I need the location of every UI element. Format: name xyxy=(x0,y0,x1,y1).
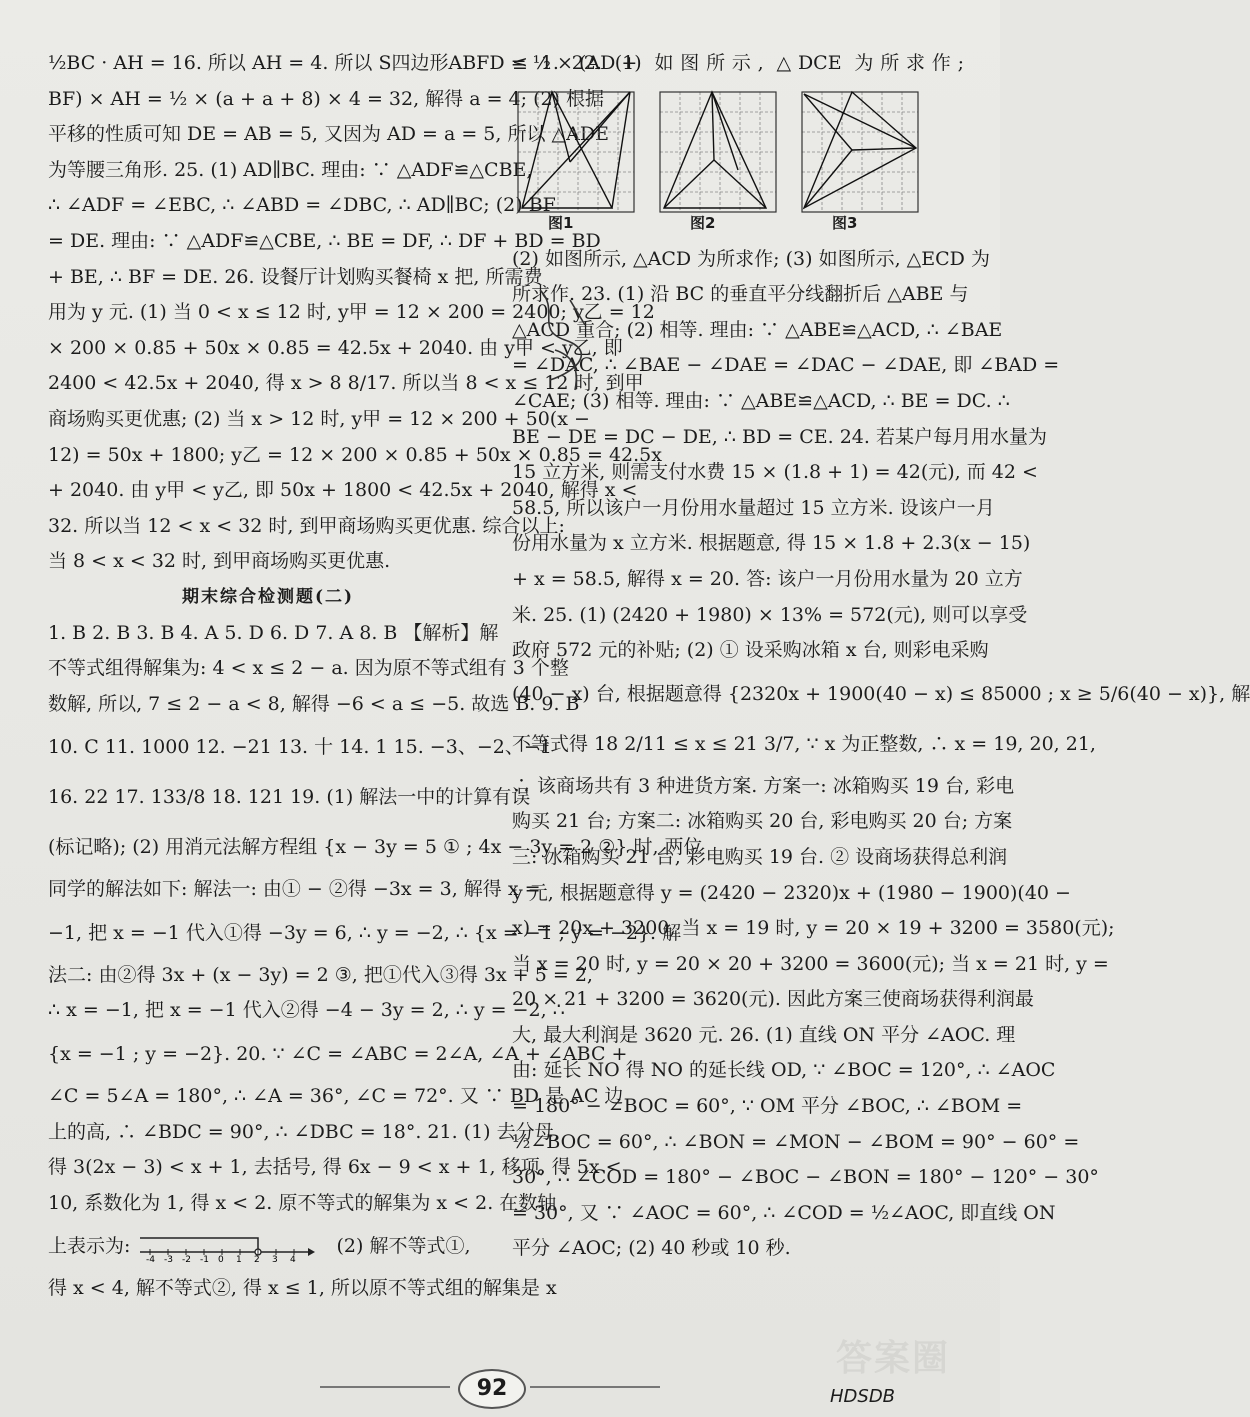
text-line: + x = 58.5, 解得 x = 20. 答: 该户一月份用水量为 20 立方 xyxy=(512,567,1023,590)
text-line: 上的高, ∴ ∠BDC = 90°, ∴ ∠DBC = 18°. 21. (1) 去分母, xyxy=(48,1120,560,1143)
text-line: 58.5, 所以该户一月份用水量超过 15 立方米. 设该户一月 xyxy=(512,496,995,519)
text-line: ½∠BOC = 60°, ∴ ∠BON = ∠MON − ∠BOM = 90° − 60° = xyxy=(512,1130,1080,1153)
text-line: 为等腰三角形. 25. (1) AD∥BC. 理由: ∵ △ADF≌△CBE, xyxy=(48,158,533,181)
text-line: = 30°, 又 ∵ ∠AOC = 60°, ∴ ∠COD = ½∠AOC, 即直线 ON xyxy=(512,1201,1056,1224)
text-line: 政府 572 元的补贴; (2) ① 设采购冰箱 x 台, 则彩电采购 xyxy=(512,639,989,662)
text-line: 商场购买更优惠; (2) 当 x > 12 时, y甲 = 12 × 200 + 50(x − xyxy=(48,407,590,430)
text-line: × 200 × 0.85 + 50x × 0.85 = 42.5x + 2040. 由 y甲 < y乙, 即 xyxy=(48,336,623,359)
figure-label: 图3 xyxy=(832,214,858,232)
text-line: ≤ 1. 22. (1) 如图所示, △DCE 为所求作; xyxy=(512,52,964,74)
numberline-tick-label: 2 xyxy=(254,1255,261,1266)
brand-code: HDSDB xyxy=(830,1386,896,1407)
text-line: 得 x < 4, 解不等式②, 得 x ≤ 1, 所以原不等式组的解集是 x xyxy=(48,1277,557,1300)
text-line: 16. 22 17. 133/8 18. 121 19. (1) 解法一中的计算有误 xyxy=(48,786,531,809)
text-line: 得 3(2x − 3) < x + 1, 去括号, 得 6x − 9 < x + 1, 移项, 得 5x < xyxy=(48,1156,622,1179)
text-line: 15 立方米, 则需支付水费 15 × (1.8 + 1) = 42(元), 而 42 < xyxy=(512,461,1038,484)
text-line: 20 × 21 + 3200 = 3620(元). 因此方案三使商场获得利润最 xyxy=(512,988,1034,1011)
text-line: 当 x = 20 时, y = 20 × 20 + 3200 = 3600(元); 当 x = 21 时, y = xyxy=(512,952,1109,975)
text-line: 平移的性质可知 DE = AB = 5, 又因为 AD = a = 5, 所以 △ADE xyxy=(48,123,609,146)
numberline-tick-label: 3 xyxy=(272,1255,279,1266)
text-line: 2400 < 42.5x + 2040, 得 x > 8 8/17. 所以当 8 < x ≤ 12 时, 到甲 xyxy=(48,372,644,395)
numberline-tick-label: 4 xyxy=(290,1255,297,1266)
footer-rule-right xyxy=(530,1386,660,1388)
text-line: 米. 25. (1) (2420 + 1980) × 13% = 572(元), 则可以享受 xyxy=(512,603,1028,626)
text-line: 30°, ∴ ∠COD = 180° − ∠BOC − ∠BON = 180° − 120° − 30° xyxy=(512,1166,1099,1189)
text-line: 10, 系数化为 1, 得 x < 2. 原不等式的解集为 x < 2. 在数轴 xyxy=(48,1191,557,1214)
footer-rule-left xyxy=(320,1386,450,1388)
text-line: x) = 20x + 3200, 当 x = 19 时, y = 20 × 19 + 3200 = 3580(元); xyxy=(512,917,1115,940)
text-line: ∴ 该商场共有 3 种进货方案. 方案一: 冰箱购买 19 台, 彩电 xyxy=(512,774,1015,797)
text-line: (2) 如图所示, △ACD 为所求作; (3) 如图所示, △ECD 为 xyxy=(512,247,990,270)
figure-row xyxy=(512,88,964,240)
figure-2 xyxy=(654,88,782,238)
text-line: 10. C 11. 1000 12. −21 13. 十 14. 1 15. −3、−2、−1 xyxy=(48,736,552,759)
text-line: 不等式得 18 2/11 ≤ x ≤ 21 3/7, ∵ x 为正整数, ∴ x = 19, 20, 21, xyxy=(512,732,1096,755)
text-line: ½BC · AH = 16. 所以 AH = 4. 所以 S四边形ABFD = ½ × (AD + xyxy=(48,52,638,74)
text-fragment: 上表示为: xyxy=(48,1235,131,1258)
page-number: 92 xyxy=(458,1369,526,1409)
text-line: + BE, ∴ BF = DE. 26. 设餐厅计划购买餐椅 x 把, 所需费 xyxy=(48,265,543,288)
figure-1 xyxy=(512,88,640,238)
text-line: ∠C = 5∠A = 180°, ∴ ∠A = 36°, ∠C = 72°. 又 ∵ BD 是 AC 边 xyxy=(48,1085,624,1108)
grid-figure-1 xyxy=(512,88,640,218)
text-line: 32. 所以当 12 < x < 32 时, 到甲商场购买更优惠. 综合以上: xyxy=(48,514,565,537)
text-line: 1. B 2. B 3. B 4. A 5. D 6. D 7. A 8. B 【解析】解 xyxy=(48,621,499,644)
text-line: 当 8 < x < 32 时, 到甲商场购买更优惠. xyxy=(48,550,391,573)
figure-3 xyxy=(796,88,924,238)
text-fragment: (2) 解不等式①, xyxy=(336,1235,471,1258)
number-line xyxy=(136,1232,316,1266)
grid-figure-3 xyxy=(796,88,924,218)
text-line: 份用水量为 x 立方米. 根据题意, 得 15 × 1.8 + 2.3(x − 15) xyxy=(512,532,1031,555)
numberline-tick-label: 1 xyxy=(236,1255,243,1266)
text-line: 法二: 由②得 3x + (x − 3y) = 2 ③, 把①代入③得 3x + 5 = 2, xyxy=(48,963,593,986)
text-line: BF) × AH = ½ × (a + a + 8) × 4 = 32, 解得 a = 4; (2) 根据 xyxy=(48,87,605,110)
text-line: 大, 最大利润是 3620 元. 26. (1) 直线 ON 平分 ∠AOC. 理 xyxy=(512,1023,1016,1046)
figure-label: 图1 xyxy=(548,214,574,232)
text-line: y 元, 根据题意得 y = (2420 − 2320)x + (1980 − 1900)(40 − xyxy=(512,881,1071,904)
handwriting-scribble xyxy=(530,280,600,410)
numberline-tick-label: -2 xyxy=(182,1255,192,1266)
text-line: (标记略); (2) 用消元法解方程组 {x − 3y = 5 ① ; 4x − 3y = 2 ②} 时, 两位 xyxy=(48,836,703,859)
text-line: BE − DE = DC − DE, ∴ BD = CE. 24. 若某户每月用水量为 xyxy=(512,425,1047,448)
text-line: = DE. 理由: ∵ △ADF≌△CBE, ∴ BE = DF, ∴ DF + BD = BD xyxy=(48,229,601,252)
right-column xyxy=(512,46,1250,1267)
text-line: 所求作. 23. (1) 沿 BC 的垂直平分线翻折后 △ABE 与 xyxy=(512,283,969,306)
numberline-line xyxy=(48,1221,488,1271)
numberline-tick-label: -1 xyxy=(200,1255,210,1266)
text-line: (40 − x) 台, 根据题意得 {2320x + 1900(40 − x) ≤ 85000 ; x ≥ 5/6(40 − x)}, 解 xyxy=(512,682,1250,705)
text-line: 购买 21 台; 方案二: 冰箱购买 20 台, 彩电购买 20 台; 方案 xyxy=(512,810,1013,833)
text-line: + 2040. 由 y甲 < y乙, 即 50x + 1800 < 42.5x + 2040, 解得 x < xyxy=(48,479,638,502)
text-line: −1, 把 x = −1 代入①得 −3y = 6, ∴ y = −2, ∴ {x = −1 ; y = −2}. 解 xyxy=(48,921,682,944)
section-title: 期末综合检测题(二) xyxy=(181,586,355,607)
text-line: = ∠DAC, ∴ ∠BAE − ∠DAE = ∠DAC − ∠DAE, 即 ∠BAD = xyxy=(512,354,1060,377)
numberline-tick-label: 0 xyxy=(218,1255,225,1266)
text-line: 不等式组得解集为: 4 < x ≤ 2 − a. 因为原不等式组有 3 个整 xyxy=(48,657,569,680)
text-line: {x = −1 ; y = −2}. 20. ∵ ∠C = ∠ABC = 2∠A, ∠A + ∠ABC + xyxy=(48,1043,628,1066)
text-line: 数解, 所以, 7 ≤ 2 − a < 8, 解得 −6 < a ≤ −5. 故选 B. 9. B xyxy=(48,692,580,715)
grid-figure-2 xyxy=(654,88,782,218)
numberline-tick-label: -4 xyxy=(146,1255,156,1266)
text-line: 12) = 50x + 1800; y乙 = 12 × 200 × 0.85 + 50x × 0.85 = 42.5x xyxy=(48,443,662,466)
text-line: ∴ ∠ADF = ∠EBC, ∴ ∠ABD = ∠DBC, ∴ AD∥BC; (2) BF xyxy=(48,194,556,217)
text-line: 同学的解法如下: 解法一: 由① − ②得 −3x = 3, 解得 x = xyxy=(48,878,541,901)
text-line: 由: 延长 NO 得 NO 的延长线 OD, ∵ ∠BOC = 120°, ∴ ∠AOC xyxy=(512,1059,1056,1082)
text-line: ∴ x = −1, 把 x = −1 代入②得 −4 − 3y = 2, ∴ y = −2, ∴ xyxy=(48,999,565,1022)
text-line: = 180° − ∠BOC = 60°, ∵ OM 平分 ∠BOC, ∴ ∠BOM = xyxy=(512,1095,1023,1118)
text-line: ∠CAE; (3) 相等. 理由: ∵ △ABE≌△ACD, ∴ BE = DC. ∴ xyxy=(512,389,1010,412)
text-line: 三: 冰箱购买 21 台, 彩电购买 19 台. ② 设商场获得总利润 xyxy=(512,845,1008,868)
numberline-tick-label: -3 xyxy=(164,1255,174,1266)
watermark-logo: 答案圈 xyxy=(836,1338,951,1379)
text-line: △ACD 重合; (2) 相等. 理由: ∵ △ABE≌△ACD, ∴ ∠BAE xyxy=(512,318,1003,341)
text-line: 用为 y 元. (1) 当 0 < x ≤ 12 时, y甲 = 12 × 200 = 2400; y乙 = 12 xyxy=(48,301,655,324)
figure-label: 图2 xyxy=(690,214,716,232)
text-line: 平分 ∠AOC; (2) 40 秒或 10 秒. xyxy=(512,1237,791,1260)
